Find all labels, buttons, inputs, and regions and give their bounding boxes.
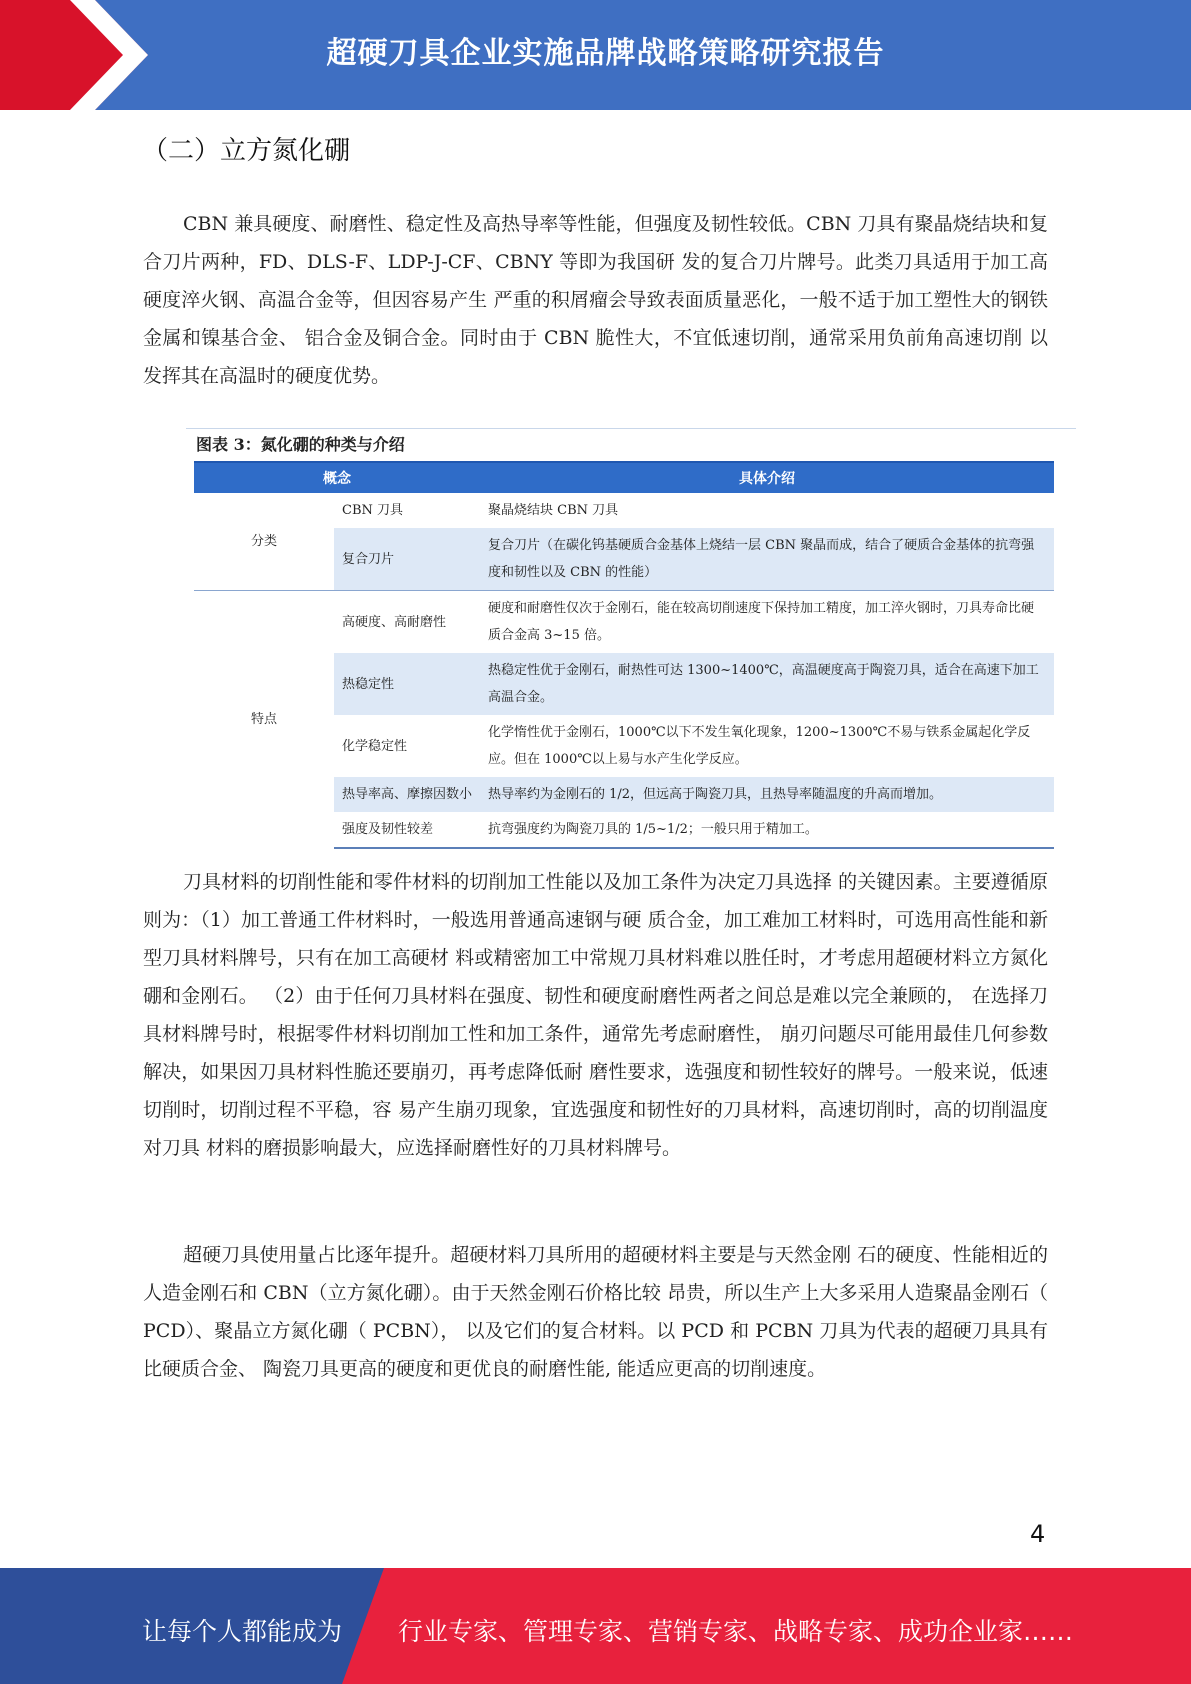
- concept-cell: 化学稳定性: [342, 738, 408, 754]
- table-row: [194, 591, 1054, 654]
- footer-slogan-left: 让每个人都能成为: [142, 1617, 343, 1646]
- concept-cell: CBN 刀具: [342, 503, 404, 518]
- paragraph-superhard-usage: 超硬刀具使用量占比逐年提升。超硬材料刀具所用的超硬材料主要是与天然金刚 石的硬度、性能相近的人造金刚石和 CBN（立方氮化硼）。由于天然金刚石价格比较 昂贵，所以生产上大多采用人造聚晶金刚石（ PCD）、聚晶立方氮化硼（ PCBN）， 以及它们的复合材料。以 PCD 和 PCBN 刀具为代表的超硬刀具具有比硬质合金、 陶瓷刀具更高的硬度和更优良的耐磨性能, 能适应更高的切削速度。: [143, 1244, 1048, 1380]
- description-cell: 化学惰性优于金刚石，1000℃以下不发生氧化现象，1200~1300℃不易与铁系金属起化学反应。但在 1000℃以上易与水产生化学反应。: [488, 725, 1031, 767]
- table-header-detail: 具体介绍: [480, 462, 1054, 493]
- page-number: 4: [1030, 1520, 1046, 1548]
- concept-cell: 热导率高、摩擦因数小: [334, 777, 480, 812]
- header-title: 超硬刀具企业实施品牌战略策略研究报告: [326, 36, 885, 71]
- concept-cell: 复合刀片: [334, 528, 480, 591]
- figure-boron-nitride-table: [186, 426, 1076, 837]
- description-cell: 聚晶烧结块 CBN 刀具: [488, 503, 619, 518]
- section-heading: （二）立方氮化硼: [142, 136, 351, 166]
- concept-cell: 高硬度、高耐磨性: [334, 591, 480, 654]
- table-row: [194, 493, 1054, 528]
- description-cell: 抗弯强度约为陶瓷刀具的 1/5~1/2；一般只用于精加工。: [480, 812, 1054, 848]
- boron-nitride-table: [194, 461, 1054, 849]
- paragraph-tool-selection: 刀具材料的切削性能和零件材料的切削加工性能以及加工条件为决定刀具选择 的关键因素。主要遵循原则为：（1）加工普通工件材料时，一般选用普通高速钢与硬 质合金，加工难加工材料时，可选用高性能和新型刀具材料牌号，只有在加工高硬材 料或精密加工中常规刀具材料难以胜任时，才考虑用超硬材料立方氮化硼和金刚石。 （2）由于任何刀具材料在强度、韧性和硬度耐磨性两者之间总是难以完全兼顾的， 在选择刀具材料牌号时，根据零件材料切削加工性和加工条件，通常先考虑耐磨性， 崩刃问题尽可能用最佳几何参数解决，如果因刀具材料性脆还要崩刃，再考虑降低耐 磨性要求，选强度和韧性较好的牌号。一般来说，低速切削时，切削过程不平稳，容 易产生崩刃现象，宜选强度和韧性好的刀具材料，高速切削时，高的切削温度对刀具 材料的磨损影响最大，应选择耐磨性好的刀具材料牌号。: [143, 871, 1048, 1159]
- page-footer: [0, 1568, 1191, 1684]
- description-cell: 硬度和耐磨性仅次于金刚石，能在较高切削速度下保持加工精度，加工淬火钢时，刀具寿命比硬质合金高 3~15 倍。: [480, 591, 1054, 654]
- description-cell: 复合刀片（在碳化钨基硬质合金基体上烧结一层 CBN 聚晶而成，结合了硬质合金基体的抗弯强度和韧性以及 CBN 的性能）: [480, 528, 1054, 591]
- concept-cell: 热稳定性: [334, 653, 480, 715]
- figure-caption: 图表 3：氮化硼的种类与介绍: [196, 435, 405, 454]
- paragraph-cbn-intro: CBN 兼具硬度、耐磨性、稳定性及高热导率等性能，但强度及韧性较低。CBN 刀具有聚晶烧结块和复合刀片两种，FD、DLS-F、LDP-J-CF、CBNY 等即为我国研 发的复合刀片牌号。此类刀具适用于加工高硬度淬火钢、高温合金等，但因容易产生 严重的积屑瘤会导致表面质量恶化，一般不适于加工塑性大的钢铁金属和镍基合金、 铝合金及铜合金。同时由于 CBN 脆性大，不宜低速切削，通常采用负前角高速切削 以发挥其在高温时的硬度优势。: [143, 213, 1048, 387]
- page-header: [0, 0, 1191, 110]
- table-header-concept: 概念: [194, 462, 480, 493]
- group-cell-category: 分类: [194, 493, 334, 591]
- concept-cell: 强度及韧性较差: [334, 812, 480, 848]
- figure-top-rule: [186, 428, 1076, 429]
- description-cell: 热稳定性优于金刚石，耐热性可达 1300~1400℃，高温硬度高于陶瓷刀具，适合在高速下加工高温合金。: [480, 653, 1054, 715]
- footer-slogan-right: 行业专家、管理专家、营销专家、战略专家、成功企业家……: [398, 1617, 1074, 1646]
- group-cell-feature: 特点: [194, 591, 334, 849]
- description-cell: 热导率约为金刚石的 1/2，但远高于陶瓷刀具，且热导率随温度的升高而增加。: [480, 777, 1054, 812]
